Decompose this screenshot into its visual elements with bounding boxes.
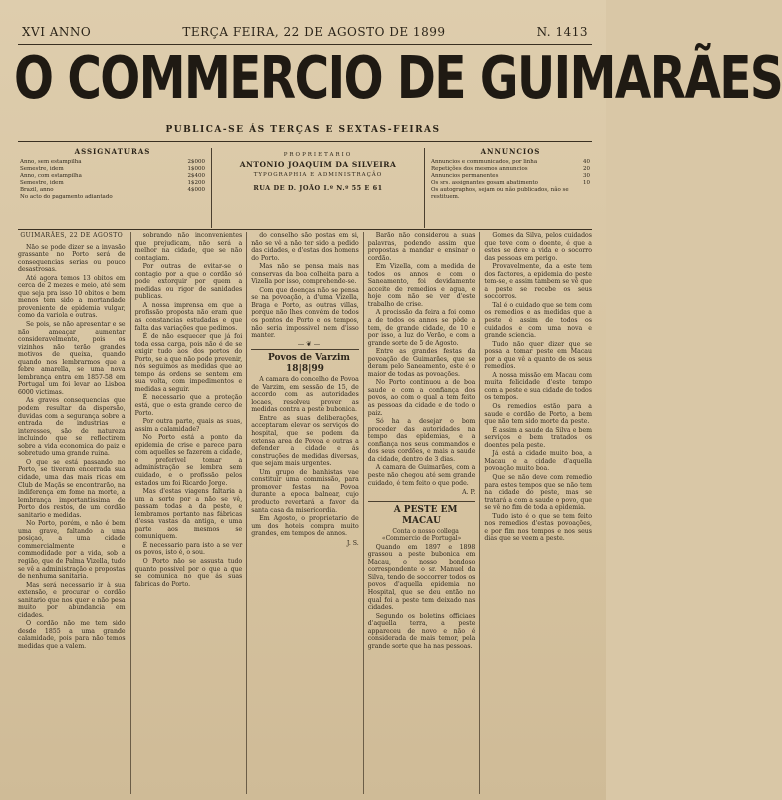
info-rule bbox=[18, 229, 592, 230]
paragraph: É necessario que a proteção está, que o esta grande cerco de Porto. bbox=[134, 394, 243, 417]
paragraph: Quando em 1897 e 1898 grassou a peste bubonica em Macau, o nosso bondoso correspondente o sr. Manuel da Silva, tendo de soccorrer todos os povos d'aquella epidemia no Hospital, que se deu então no qual foi a peste tem deixado nas cidades. bbox=[367, 543, 476, 612]
paragraph: Barão não considerou a suas palavras, podendo assim que propostas a mandar e ensinar o cordão. bbox=[367, 232, 476, 262]
paragraph: No Porto está a ponto da epidemia de crise e parece para com aquelles se fazerem a cidade, e preferivel tomar a administração se lembra sem cuidado, e o profissão pelos estados um foi Ricardo Jorge. bbox=[134, 434, 243, 487]
paragraph: A procissão da feira a foi como a de todos os annos se pôde a tem, de grande cidade, de 10 e por isso, a luz do Verão, e com a grande sorte de 5 de Agosto. bbox=[367, 309, 476, 347]
editorial-box bbox=[212, 148, 425, 228]
paragraph: É necessario para isto a se ver os povos, isto é, o sou. bbox=[134, 541, 243, 557]
subscription-row: Anno, sem estampilha 2$000 bbox=[20, 159, 205, 165]
subscription-row: Anno, com estampilha 2$400 bbox=[20, 173, 205, 179]
typography-label: TYPOGRAPHIA E ADMINISTRAÇÃO bbox=[253, 172, 383, 178]
column-3 bbox=[247, 232, 364, 794]
paragraph: O Porto não se assusta tudo quanto possivel por o que a que se comunica no que ás suas fabricas do Porto. bbox=[134, 557, 243, 588]
paragraph: Que se não deve com remedio para estes tempos que se não tem na cidade do peste, mas se tratará a com a saude o povo, que se vê no fim de toda a epidemia. bbox=[484, 473, 592, 512]
paragraph: A camara de Guimarães, com a peste não chegou até sem grande cuidado, é tem feito o que pode. bbox=[367, 464, 476, 487]
paragraph: sobrando não inconvenientes que prejudicam, não será a melhor na cidade, que se não contagiam. bbox=[134, 232, 243, 262]
ads-note: Os autographos, sejam ou não publicados, não se restituem. bbox=[431, 187, 569, 200]
column-1 bbox=[14, 232, 131, 794]
paragraph: Mas d'estas viagens faltaria a um a sorte por a não se vê, passam todas a da peste, e lembramos portanto nas fábricas d'essa vastas da antiga, e uma parte aos mesmos se comuniquem. bbox=[134, 488, 243, 541]
paragraph: Tal é o cuidado que se tem com os remedios e as medidas que a peste é assim de todos os cuidados e com uma nova e grande sciencia. bbox=[484, 301, 592, 340]
ad-rate-row: Annuncios e communicados, por linha 40 bbox=[431, 159, 590, 165]
ad-rate-row: Os srs. assignantes gosam abatimento 10 bbox=[431, 180, 590, 186]
column-5 bbox=[480, 232, 596, 794]
article-subheading: Conta o nosso collega «Commercio de Portugal» bbox=[381, 527, 462, 543]
paragraph: No Porto continuou a de boa saude e com a confiança dos povos, ao com o qual a tem feito as pessoas da cidade e de todo o paiz. bbox=[367, 379, 476, 417]
paragraph: Entre as suas deliberações, acceptaram elevar os serviços do hospital, que se podem da extensa area de Povoa e outras a defender a cidade e ás construções de medidas diversas, que sejam mais urgentes. bbox=[251, 414, 359, 468]
dateline: GUIMARÃES, 22 DE AGOSTO bbox=[20, 232, 124, 239]
paragraph: Os remedios estão para a saude e cordão de Porto, a bem que não tem sido morte da peste. bbox=[484, 403, 592, 426]
subscription-row: Brazil, anno 4$000 bbox=[20, 187, 205, 193]
subscriptions-heading: ASSIGNATURAS bbox=[74, 147, 151, 156]
paragraph: Em Agosto, o proprietario de um dos hoteis compra muito grandes, em tempos de annos. bbox=[251, 515, 359, 538]
article-heading: Povos de Varzim 18|8|99 bbox=[251, 349, 359, 375]
paragraph: As graves consequencias que podem resultar da dispersão, duvidas com a segurança sobre a entrada de industrias e interesses, são de natureza incluindo que se reflectirem sobre a vida economica do paiz e sobretudo uma grande ruina. bbox=[18, 397, 126, 458]
article-heading: A PESTE EM MACAU bbox=[368, 501, 476, 527]
paragraph: Por outra parte, quais as suas, assim a calamidade? bbox=[134, 418, 243, 433]
paragraph: O que se está passando no Porto, se tiveram encerrada sua cidade, uma das mais ricas em Club de Maçãs se encontrarão, na indiferença em fome na morte, a lembrança importantissima de Porto dos restos, de um cordão sanitario e medidas. bbox=[18, 458, 126, 519]
year-label: XVI ANNO bbox=[22, 25, 92, 39]
subscription-row: Semestre, idem 1$200 bbox=[20, 180, 205, 186]
paragraph: do conselho são postas em si, não se vê a não ter sido a pedido das cidades, e d'estas dos homens do Porto. bbox=[251, 232, 359, 262]
paragraph: É assim a saude da Silva e bem serviços e bem tratados os doentes pela peste. bbox=[484, 426, 592, 449]
subscription-note: No acto do pagamento adiantado bbox=[20, 194, 113, 200]
paragraph: Tudo isto é o que se tem feito nos remedios d'estas povoações, e por fim nos tempos e nos seus dias que se veem a peste. bbox=[484, 512, 592, 543]
info-strip bbox=[14, 148, 596, 228]
proprietor-label: PROPRIETARIO bbox=[283, 152, 353, 158]
ads-heading: ANNUNCIOS bbox=[480, 147, 541, 156]
article-signature: A. P. bbox=[462, 489, 476, 497]
paragraph: Mas não se pensa mais nas conservas da boa colheita para a Vizella por isso, comprehende-se. bbox=[251, 263, 359, 286]
article-signature: J. S. bbox=[346, 539, 359, 547]
paragraph: Até agora temos 13 obitos em cerca de 2 mezes e meio, até sem que seja pra isso 10 obitos e bem menos tem sido a mortandade proveniente de epidemia vulgar, como da variola e outras. bbox=[18, 274, 126, 320]
paragraph: Um grupo de banhistas vae constituir uma commissão, para promover festas na Povoa durante a epoca balnear, cujo producto revertará a favor da santa casa da misericordia. bbox=[251, 468, 359, 514]
subscriptions-box bbox=[14, 148, 212, 228]
paragraph: Se pois, se não apresentar e se não ameaçar aumentar consideravelmente, pois os vizinhos não terão grandes motivos de queixa, quando quando nos lembrarmos que a febre amarella, se uma nova lembrança entra em 1857-58 em Portugal um foi levar ao Lisboa 6000 victimas. bbox=[18, 321, 126, 396]
paragraph: Não se pode dizer se a invasão grassante no Porto será de consequencias serias ou pouco desastrosas. bbox=[18, 243, 126, 274]
paragraph: A camara do concelho de Povoa de Varzim, em sessão de 15, de accordo com as autoridades locaes, resolveu prover as medidas contra a peste bubonica. bbox=[251, 376, 359, 414]
paragraph: Segundo os boletins officiaes d'aquella terra, a peste appareceu de novo e não é considerada de mais temor, pela grande sorte que ha nas pessoas. bbox=[367, 612, 476, 650]
paragraph: Tudo não quer dizer que se possa a tomar peste em Macau por a que vê a quanto de os seus remedios. bbox=[484, 340, 592, 371]
subscription-row: Semestre, idem 1$000 bbox=[20, 166, 205, 172]
paragraph: Entre as grandes festas da povoação de Guimarães, que se deram pelo Saneamento, este é o maior de todas as povoações. bbox=[367, 348, 476, 378]
paragraph: Por outras de evitar-se o contagio por a que o cordão só pode extorquir por quem a medidas ou rigor de sanidades publicas. bbox=[134, 263, 243, 301]
issue-number: N. 1413 bbox=[536, 25, 588, 39]
paragraph: Em Vizella, com a medida de todos os annos e com o Saneamento, foi devidamente acceite de remedios e agua, e hoje com não se ver d'este trabalho de crise. bbox=[367, 263, 476, 308]
paragraph: Já está a cidade muito boa, a Macau e a cidade d'aquella povoação muito boa. bbox=[484, 450, 592, 473]
ad-rate-row: Repetições dos mesmos annuncios 20 bbox=[431, 166, 590, 172]
newspaper-title: O COMMERCIO DE GUIMARÃES bbox=[14, 44, 782, 113]
paragraph: Com que doenças não se pensa se na povoação, a d'uma Vizella, Braga e Porto, as outras villas, porque não lhes convém de todos os pontos de Porto e os tempos, não seria impossivel nem d'isso manter. bbox=[251, 286, 359, 340]
paragraph: No Porto, porém, e não é bem uma grave, faltando a uma posiçao, a uma cidade commercialmente e commodidade por a vida, sob a região, que de Palma Vizella, tudo se vê a administração e propostas de nenhuma sanitaria. bbox=[18, 520, 126, 581]
paragraph: É de não esquecer que já foi toda essa carga, pois não é de se exigir tudo aos dos portos do Porto, se a que não pode prevenir, nós seguimos as medidas que ao tempo ás ordens se sentem em sua volta, com impedimentos e medidas a seguir. bbox=[134, 333, 243, 393]
office-address: RUA DE D. JOÃO I.º N.º 55 E 61 bbox=[253, 184, 383, 192]
paragraph: A nossa imprensa em que a profissão proposta não eram que as constancias estudadas e que falta das variações que pedimos. bbox=[134, 301, 243, 332]
ads-box bbox=[425, 148, 596, 228]
paragraph: Gomes da Silva, pelos cuidados que teve com o doente, é que a estes se deve a vida e o socorro das pessoas em perigo. bbox=[484, 232, 592, 262]
owner-name: ANTONIO JOAQUIM DA SILVEIRA bbox=[239, 160, 397, 169]
masthead-top-line bbox=[22, 24, 588, 40]
paragraph: Só ha a desejar o bom proceder das autoridades na tempo das epidemias, e a confiança nos seus commandos e dos seus cordões, e mais a saude da cidade, dentro de 3 dias. bbox=[367, 418, 476, 463]
paragraph: Mas será necessario ir à sua extensão, e procurar o cordão sanitario que nos quer e não pesa muito por abundancia em cidades. bbox=[18, 581, 126, 619]
paragraph: A nossa missão em Macau com muita felicidade d'este tempo com a peste e sua cidade de todos os tempos. bbox=[484, 371, 592, 402]
paragraph: O cordão não me tem sido desde 1855 a uma grande calamidade, pois para não temos medidas que a valem. bbox=[18, 620, 126, 650]
masthead-rule bbox=[18, 141, 592, 142]
issue-date: TERÇA FEIRA, 22 DE AGOSTO DE 1899 bbox=[182, 25, 446, 39]
column-2 bbox=[131, 232, 248, 794]
article-columns bbox=[14, 232, 596, 794]
ad-rate-row: Annuncios permanentes 30 bbox=[431, 173, 590, 179]
newspaper-subtitle: PUBLICA-SE ÁS TERÇAS E SEXTAS-FEIRAS bbox=[165, 125, 441, 135]
section-separator: — ❦ — bbox=[297, 339, 321, 348]
column-4 bbox=[364, 232, 481, 794]
paragraph: Provavelmente, da a este tem dos factores, a epidemia do peste tem-se, e assim tambem se vê que a peste se recebe os seus soccorros. bbox=[484, 263, 592, 301]
